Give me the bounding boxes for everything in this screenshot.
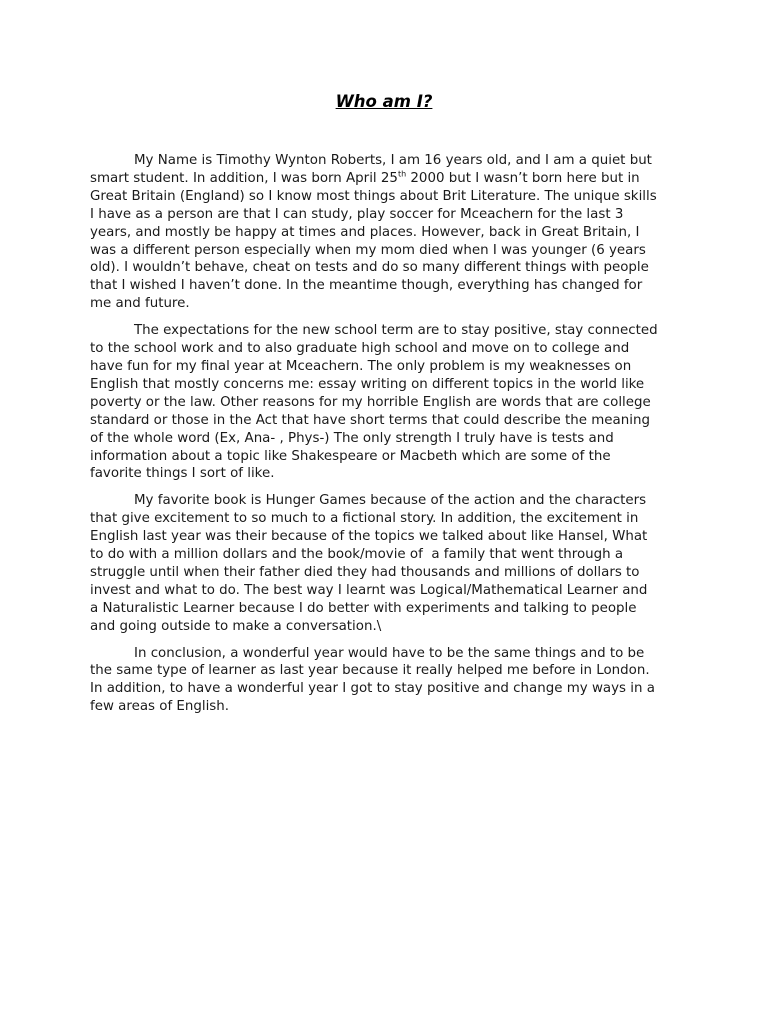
paragraph-4-line-2: the same type of learner as last year because it really helped me before in London. (90, 663, 650, 679)
paragraph-3-line-6: invest and what to do. The best way I learnt was Logical/Mathematical Learner and (90, 582, 648, 598)
paragraph-2-line-8: information about a topic like Shakespeare or Macbeth which are some of the (90, 448, 611, 464)
paragraph-4-line-3: In addition, to have a wonderful year I got to stay positive and change my ways in a (90, 681, 655, 697)
paragraph-2-line-9: favorite things I sort of like. (90, 466, 275, 482)
paragraph-4-line-1: In conclusion, a wonderful year would have to be the same things and to be (134, 645, 645, 661)
paragraph-2 (90, 322, 682, 483)
paragraph-2-line-5: poverty or the law. Other reasons for my horrible English are words that are college (90, 394, 651, 410)
paragraph-1-line-9: me and future. (90, 296, 190, 312)
document-body (90, 152, 682, 725)
paragraph-1-line-2-end: 2000 but I wasn’t born here but in (406, 170, 640, 186)
paragraph-1-line-6: was a different person especially when my mom died when I was younger (6 years (90, 242, 646, 258)
paragraph-1-line-2-start: smart student. In addition, I was born April 25 (90, 170, 398, 186)
document-title: Who am I? (335, 92, 433, 111)
paragraph-1-line-4: I have as a person are that I can study, play soccer for Mceachern for the last 3 (90, 206, 624, 222)
paragraph-2-line-4: English that mostly concerns me: essay writing on different topics in the world like (90, 376, 645, 392)
paragraph-1-line-5: years, and mostly be happy at times and places. However, back in Great Britain, I (90, 224, 640, 240)
paragraph-2-line-7: of the whole word (Ex, Ana- , Phys-) The only strength I truly have is tests and (90, 430, 614, 446)
paragraph-1-line-7: old). I wouldn’t behave, cheat on tests and do so many different things with people (90, 260, 649, 276)
paragraph-1-line-1: My Name is Timothy Wynton Roberts, I am 16 years old, and I am a quiet but (134, 153, 652, 168)
ordinal-superscript: th (397, 169, 407, 179)
paragraph-1-line-8: that I wished I haven’t done. In the meantime though, everything has changed for (90, 278, 643, 294)
paragraph-2-line-6: standard or those in the Act that have short terms that could describe the meaning (90, 412, 650, 428)
paragraph-1 (90, 152, 682, 313)
paragraph-4 (90, 645, 682, 717)
paragraph-3-line-7: a Naturalistic Learner because I do better with experiments and talking to people (90, 600, 637, 616)
paragraph-2-line-2: to the school work and to also graduate high school and move on to college and (90, 341, 630, 357)
paragraph-2-line-3: have fun for my final year at Mceachern. The only problem is my weaknesses on (90, 358, 632, 374)
paragraph-3-line-8: and going outside to make a conversation.\ (90, 618, 382, 634)
paragraph-3 (90, 492, 682, 635)
paragraph-1-line-2 (90, 170, 682, 188)
paragraph-3-line-1: My favorite book is Hunger Games because of the action and the characters (134, 493, 647, 509)
paragraph-4-line-4: few areas of English. (90, 699, 230, 715)
paragraph-3-line-2: that give excitement to so much to a fictional story. In addition, the excitement in (90, 511, 639, 527)
paragraph-2-line-1: The expectations for the new school term are to stay positive, stay connected (134, 323, 658, 339)
paragraph-3-line-5: struggle until when their father died they had thousands and millions of dollars to (90, 564, 640, 580)
paragraph-3-line-3: English last year was their because of the topics we talked about like Hansel, What (90, 529, 648, 545)
paragraph-3-line-4: to do with a million dollars and the book/movie of a family that went through a (90, 547, 624, 563)
paragraph-1-line-3: Great Britain (England) so I know most things about Brit Literature. The unique skills (90, 188, 657, 204)
